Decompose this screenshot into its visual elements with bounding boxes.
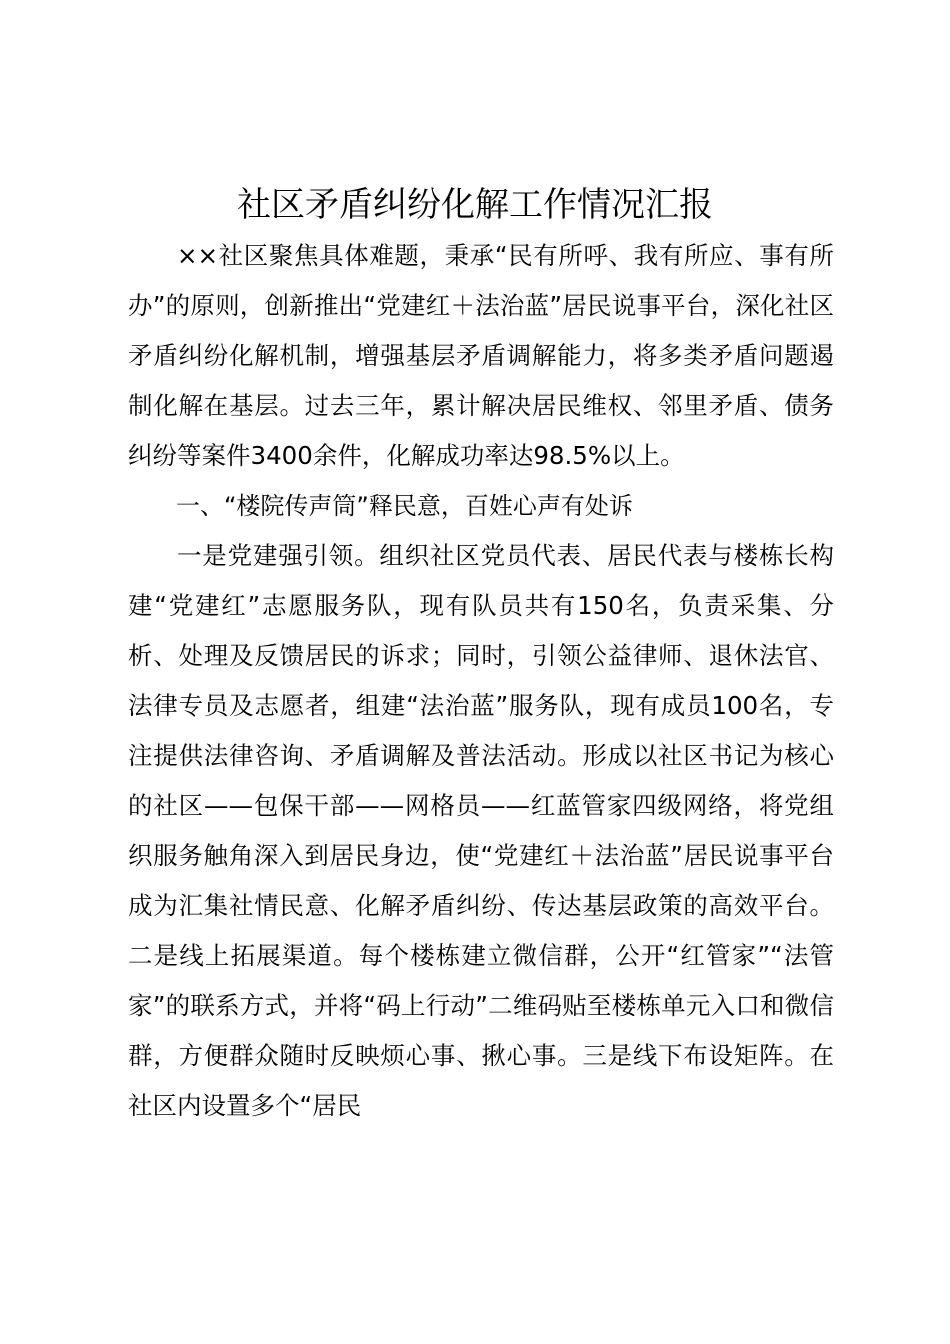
section-paragraph: 一是党建强引领。组织社区党员代表、居民代表与楼栋长构建“党建红”志愿服务队，现有队员共有150名，负责采集、分析、处理及反馈居民的诉求；同时，引领公益律师、退休法官、法律专员及志愿者，组建“法治蓝”服务队，现有成员100名，专注提供法律咨询、矛盾调解及普法活动。形成以社区书记为核心的社区——包保干部——网格员——红蓝管家四级网络，将党组织服务触角深入到居民身边，使“党建红＋法治蓝”居民说事平台成为汇集社情民意、化解矛盾纠纷、传达基层政策的高效平台。二是线上拓展渠道。每个楼栋建立微信群，公开“红管家”“法管家”的联系方式，并将“码上行动”二维码贴至楼栋单元入口和微信群，方便群众随时反映烦心事、揪心事。三是线下布设矩阵。在社区内设置多个“居民 [128,541,834,1120]
section-heading: 一、“楼院传声筒”释民意，百姓心声有处诉 [176,492,633,520]
document-title: 社区矛盾纠纷化解工作情况汇报 [237,185,713,225]
intro-paragraph: ××社区聚焦具体难题，秉承“民有所呼、我有所应、事有所办”的原则，创新推出“党建红＋法治蓝”居民说事平台，深化社区矛盾纠纷化解机制，增强基层矛盾调解能力，将多类矛盾问题遏制化解在基层。过去三年，累计解决居民维权、邻里矛盾、债务纠纷等案件3400余件，化解成功率达98.5%以上。 [128,241,834,470]
document-body [128,231,834,1131]
